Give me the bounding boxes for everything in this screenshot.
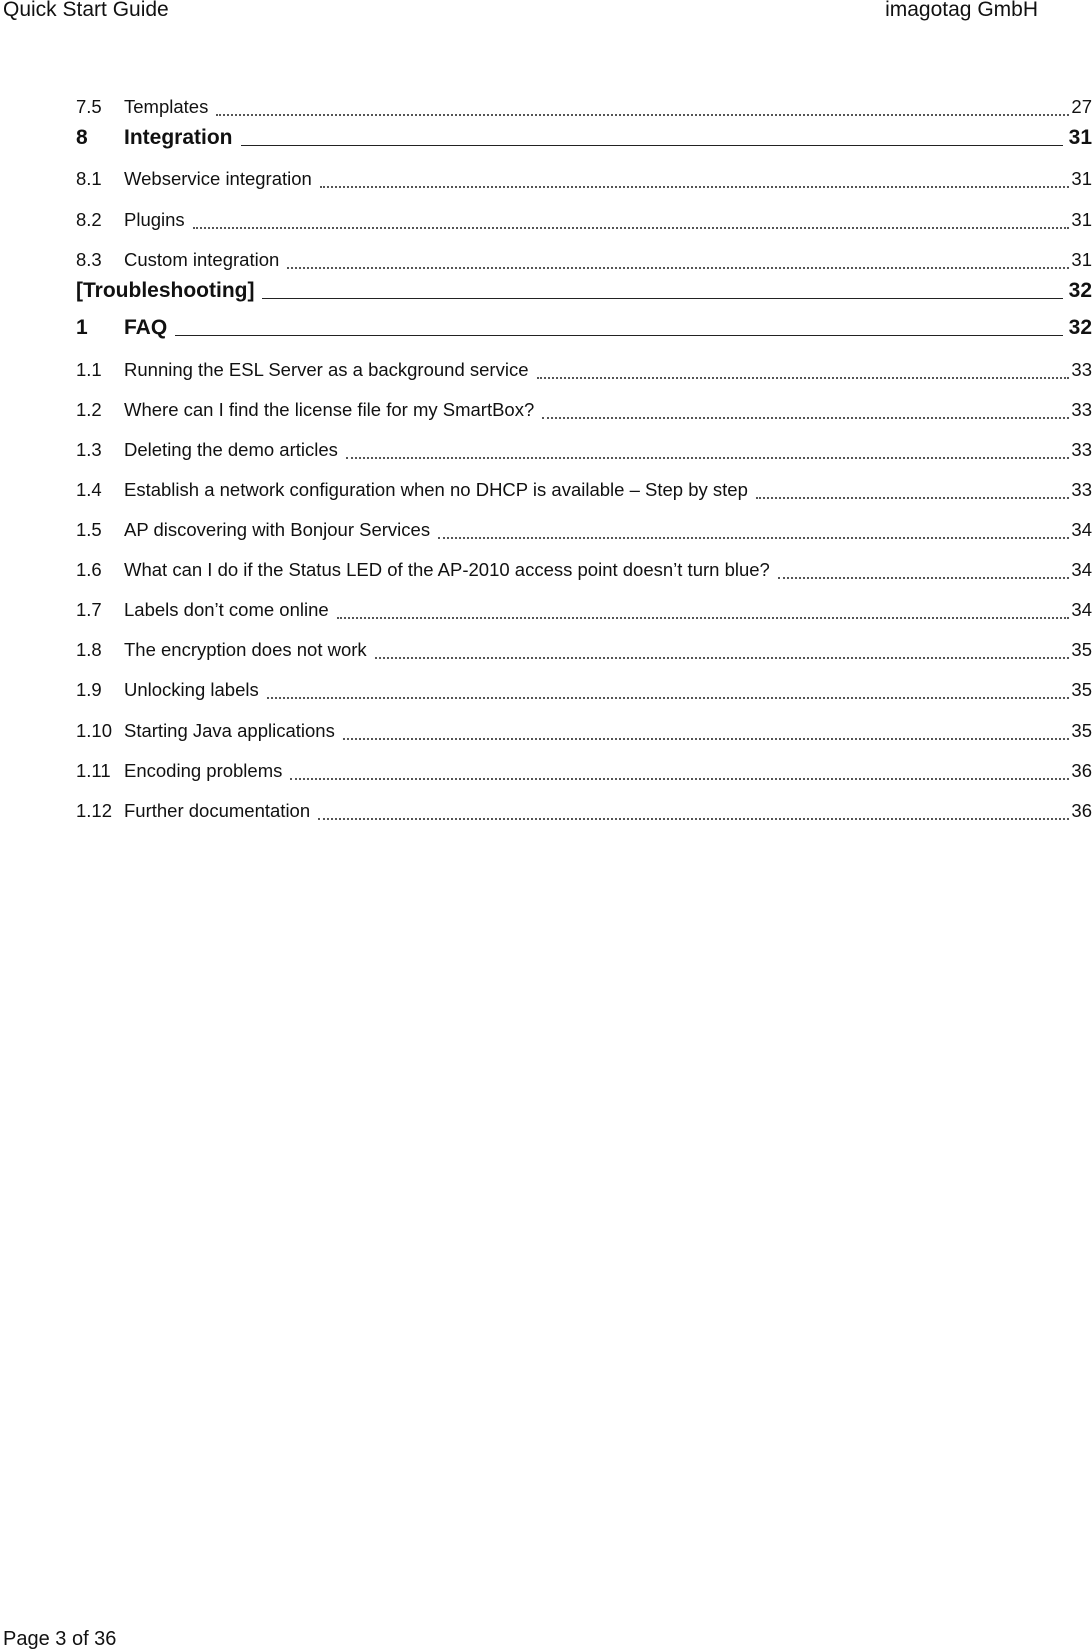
toc-number: 8 (76, 126, 88, 149)
toc-entry-1-2[interactable] (76, 399, 1092, 425)
table-of-contents (76, 0, 1092, 900)
toc-entry-troubleshooting[interactable] (76, 279, 1092, 305)
toc-page-number: 33 (1071, 479, 1092, 500)
toc-page-number: 34 (1071, 599, 1092, 620)
toc-entry-8-2[interactable] (76, 209, 1092, 235)
toc-leader (318, 800, 1071, 826)
toc-number: 8.3 (76, 249, 102, 270)
toc-leader (537, 359, 1072, 385)
toc-page-number: 31 (1068, 126, 1092, 149)
toc-leader (343, 720, 1072, 746)
toc-leader (193, 209, 1072, 235)
toc-title: Deleting the demo articles (124, 439, 338, 460)
header-company-name: imagotag GmbH (885, 0, 1038, 21)
toc-leader (756, 479, 1072, 505)
toc-title: Plugins (124, 209, 185, 230)
toc-page-number: 33 (1071, 439, 1092, 460)
toc-leader (438, 519, 1071, 545)
toc-entry-1-5[interactable] (76, 519, 1092, 545)
toc-entry-1-4[interactable] (76, 479, 1092, 505)
toc-title: Integration (124, 126, 233, 149)
toc-leader (241, 126, 1069, 152)
toc-entry-8-3[interactable] (76, 249, 1092, 275)
toc-number: 1.5 (76, 519, 102, 540)
toc-leader (175, 316, 1068, 342)
toc-title: Starting Java applications (124, 720, 335, 741)
toc-entry-8-1[interactable] (76, 168, 1092, 194)
toc-leader (346, 439, 1072, 465)
toc-entry-1-7[interactable] (76, 599, 1092, 625)
toc-title: Further documentation (124, 800, 311, 821)
toc-number: 1.2 (76, 399, 102, 420)
toc-number: 8.2 (76, 209, 102, 230)
toc-leader (290, 760, 1071, 786)
toc-page-number: 34 (1071, 559, 1092, 580)
toc-page-number: 31 (1071, 168, 1092, 189)
toc-title: Encoding problems (124, 760, 283, 781)
toc-number: 1 (76, 316, 88, 339)
toc-number: 8.1 (76, 168, 102, 189)
toc-number: 7.5 (76, 96, 102, 117)
header-document-title: Quick Start Guide (3, 0, 169, 21)
toc-entry-1-12[interactable] (76, 800, 1092, 826)
toc-entry-1-11[interactable] (76, 760, 1092, 786)
toc-page-number: 36 (1071, 760, 1092, 781)
toc-number: 1.3 (76, 439, 102, 460)
toc-title: Webservice integration (124, 168, 312, 189)
toc-leader (287, 249, 1071, 275)
toc-leader (320, 168, 1072, 194)
toc-title: Labels don’t come online (124, 599, 329, 620)
toc-title: Establish a network configuration when no DHCP is available – Step by step (124, 479, 748, 500)
toc-number: 1.12 (76, 800, 113, 821)
toc-title: Unlocking labels (124, 679, 259, 700)
toc-entry-1-6[interactable] (76, 559, 1092, 585)
toc-page-number: 33 (1071, 399, 1092, 420)
toc-entry-8[interactable] (76, 126, 1092, 152)
footer-page-number: Page 3 of 36 (3, 1628, 117, 1650)
toc-page-number: 34 (1071, 519, 1092, 540)
toc-number: 1.4 (76, 479, 102, 500)
toc-title: Running the ESL Server as a background service (124, 359, 529, 380)
toc-title: What can I do if the Status LED of the AP-2010 access point doesn’t turn blue? (124, 559, 770, 580)
toc-number: 1.11 (76, 760, 111, 781)
toc-leader (375, 639, 1072, 665)
toc-page-number: 31 (1071, 209, 1092, 230)
toc-title: [Troubleshooting] (76, 279, 255, 302)
toc-leader (778, 559, 1072, 585)
toc-number: 1.1 (76, 359, 102, 380)
toc-number: 1.6 (76, 559, 102, 580)
toc-page-number: 35 (1071, 679, 1092, 700)
toc-number: 1.7 (76, 599, 102, 620)
toc-entry-1-3[interactable] (76, 439, 1092, 465)
toc-leader (262, 279, 1068, 305)
toc-entry-7-5[interactable] (76, 96, 1092, 122)
toc-entry-1-1[interactable] (76, 359, 1092, 385)
toc-leader (542, 399, 1071, 425)
toc-title: Where can I find the license file for my SmartBox? (124, 399, 535, 420)
toc-title: Templates (124, 96, 209, 117)
toc-leader (216, 96, 1071, 122)
toc-page-number: 31 (1071, 249, 1092, 270)
toc-leader (267, 679, 1072, 705)
toc-title: The encryption does not work (124, 639, 367, 660)
toc-page-number: 33 (1071, 359, 1092, 380)
toc-entry-1-10[interactable] (76, 720, 1092, 746)
toc-page-number: 32 (1068, 316, 1092, 339)
toc-number: 1.8 (76, 639, 102, 660)
toc-page-number: 35 (1071, 720, 1092, 741)
toc-page-number: 35 (1071, 639, 1092, 660)
toc-entry-1-9[interactable] (76, 679, 1092, 705)
toc-title: Custom integration (124, 249, 280, 270)
toc-page-number: 27 (1071, 96, 1092, 117)
toc-page-number: 32 (1068, 279, 1092, 302)
toc-number: 1.10 (76, 720, 113, 741)
toc-page-number: 36 (1071, 800, 1092, 821)
toc-entry-1-8[interactable] (76, 639, 1092, 665)
toc-title: FAQ (124, 316, 168, 339)
toc-number: 1.9 (76, 679, 102, 700)
toc-leader (337, 599, 1072, 625)
toc-title: AP discovering with Bonjour Services (124, 519, 431, 540)
toc-entry-1[interactable] (76, 316, 1092, 342)
